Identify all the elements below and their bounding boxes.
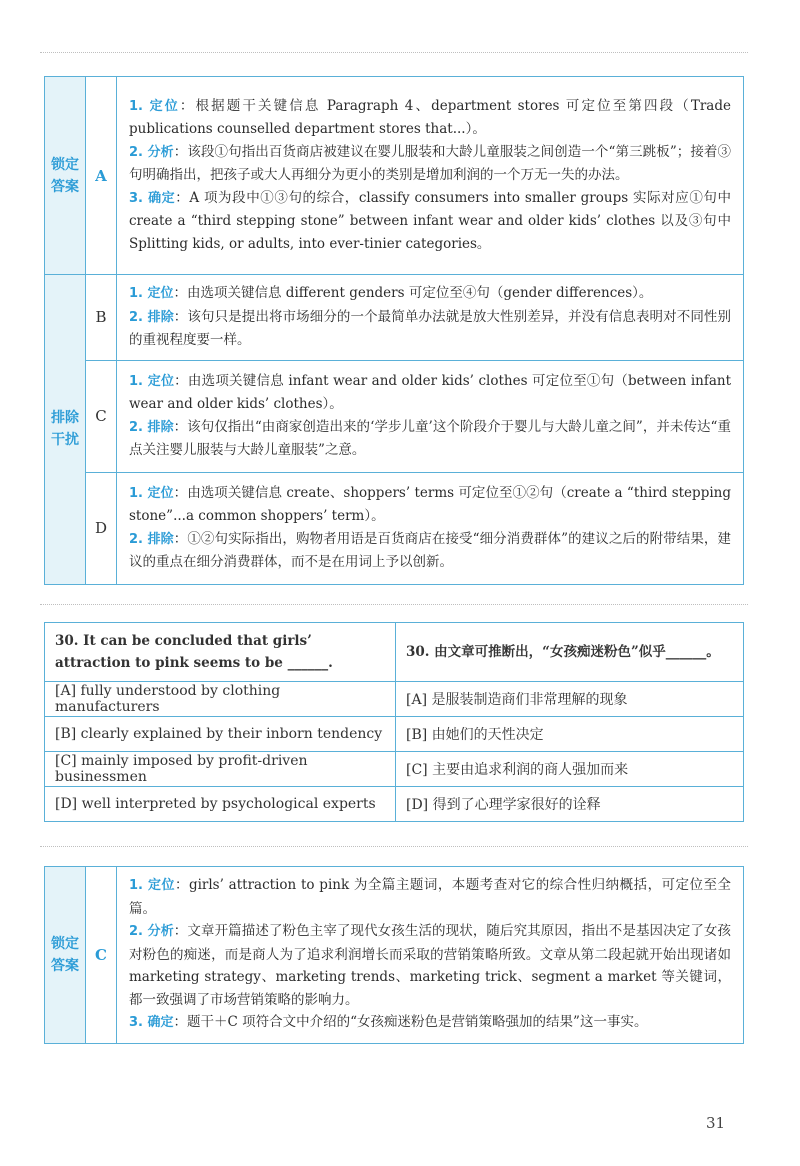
category-exclude-distractors: 排除干扰 [45, 275, 86, 585]
top-divider [40, 52, 748, 53]
choice-a-en: [A] fully understood by clothing manufacturers [45, 682, 396, 717]
answer-c-explanation: 1. 定位：girls’ attraction to pink 为全篇主题词，本题考查对它的综合性归纳概括，可定位至全篇。 2. 分析：文章开篇描述了粉色主宰了现代女孩生活的现状，随后究其原因，指出不是基因决定了女孩对粉色的痴迷，而是商人为了追求利润增长而采取的营销策略所致。文章从第二段起就开始出现诸如 marketing strategy、marketing trends、marketing trick、segment a market 等关键词，都一致强调了市场营销策略的影响力。 3. 确定：题干＋C 项符合文中介绍的“女孩痴迷粉色是营销策略强加的结果”这一事实。 [117, 867, 744, 1044]
question-stem-row [45, 623, 744, 682]
choice-row-d [45, 787, 744, 822]
choice-c-zh: [C] 主要由追求利润的商人强加而来 [396, 752, 744, 787]
option-label-b: B [86, 275, 117, 361]
answer-label-c: C [86, 867, 117, 1044]
question-table-30 [44, 622, 744, 822]
row-option-c [45, 360, 744, 472]
choice-b-zh: [B] 由她们的天性决定 [396, 717, 744, 752]
choice-a-zh: [A] 是服装制造商们非常理解的现象 [396, 682, 744, 717]
page-number: 31 [706, 1114, 726, 1132]
option-d-explanation: 1. 定位：由选项关键信息 create、shoppers’ terms 可定位至①②句（create a “third stepping stone”...a common shoppers’ term）。 2. 排除：①②句实际指出，购物者用语是百货商店在接受“细分消费群体”的建议之后的附带结果，建议的重点在细分消费群体，而不是在用词上予以创新。 [117, 472, 744, 584]
row-option-b [45, 275, 744, 361]
option-a-explanation: 1. 定位：根据题干关键信息 Paragraph 4、department stores 可定位至第四段（Trade publications counselled department stores that...）。 2. 分析：该段①句指出百货商店被建议在婴儿服装和大龄儿童服装之间创造一个“第三跳板”；接着③句明确指出，把孩子或大人再细分为更小的类别是增加利润的一个万无一失的办法。 3. 确定：A 项为段中①③句的综合，classify consumers into smaller groups 实际对应①句中 create a “third stepping stone” between infant wear and older kids’ clothes 以及③句中 Splitting kids, or adults, into ever-tinier categories。 [117, 77, 744, 275]
option-label-c: C [86, 360, 117, 472]
section-divider [40, 604, 748, 605]
section-divider-2 [40, 846, 748, 847]
row-option-a [45, 77, 744, 275]
choice-c-en: [C] mainly imposed by profit-driven businessmen [45, 752, 396, 787]
question-stem-en: 30. It can be concluded that girls’ attraction to pink seems to be ______. [45, 623, 396, 682]
option-label-d: D [86, 472, 117, 584]
choice-d-en: [D] well interpreted by psychological experts [45, 787, 396, 822]
option-label-a: A [86, 77, 117, 275]
option-b-explanation: 1. 定位：由选项关键信息 different genders 可定位至④句（gender differences）。 2. 排除：该句只是提出将市场细分的一个最简单办法就是放大性别差异，并没有信息表明对不同性别的重视程度要一样。 [117, 275, 744, 361]
row-option-d [45, 472, 744, 584]
analysis-table-30 [44, 866, 744, 1044]
choice-row-a [45, 682, 744, 717]
choice-row-c [45, 752, 744, 787]
choice-row-b [45, 717, 744, 752]
analysis-table-29 [44, 76, 744, 585]
category-locked-answer: 锁定答案 [45, 77, 86, 275]
question-stem-zh: 30. 由文章可推断出，“女孩痴迷粉色”似乎______。 [396, 623, 744, 682]
row-answer-c [45, 867, 744, 1044]
option-c-explanation: 1. 定位：由选项关键信息 infant wear and older kids’ clothes 可定位至①句（between infant wear and older kids’ clothes）。 2. 排除：该句仅指出“由商家创造出来的‘学步儿童’这个阶段介于婴儿与大龄儿童之间”，并未传达“重点关注婴儿服装与大龄儿童服装”之意。 [117, 360, 744, 472]
category-locked-answer-2: 锁定答案 [45, 867, 86, 1044]
choice-d-zh: [D] 得到了心理学家很好的诠释 [396, 787, 744, 822]
choice-b-en: [B] clearly explained by their inborn tendency [45, 717, 396, 752]
